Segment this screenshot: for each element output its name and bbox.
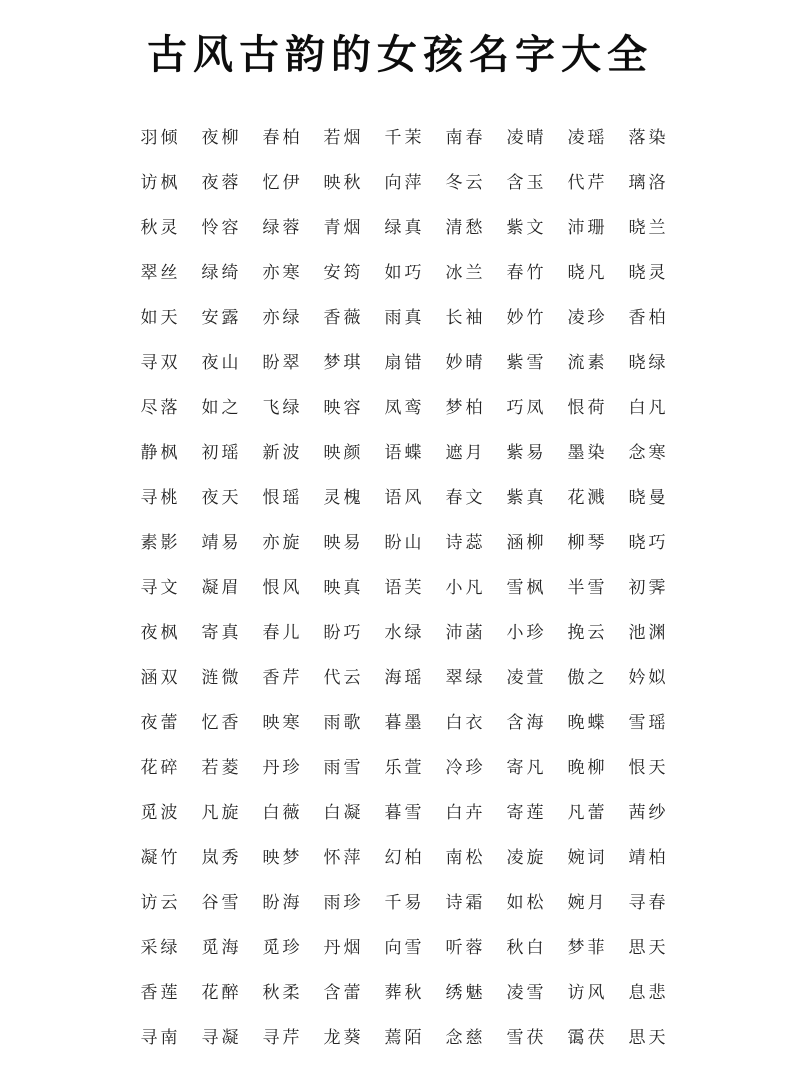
name-entry: 语蝶 [384,443,425,463]
names-row [130,923,690,968]
name-entry: 寻芹 [262,1028,303,1048]
name-entry: 恨瑶 [262,488,303,508]
name-entry: 春竹 [506,263,547,283]
name-entry: 青烟 [323,218,364,238]
name-entry: 思天 [628,1028,669,1048]
name-entry: 访云 [140,893,181,913]
names-row [130,383,690,428]
name-entry: 觅海 [201,938,242,958]
name-entry: 海瑶 [384,668,425,688]
name-entry: 灵槐 [323,488,364,508]
name-entry: 靖柏 [628,848,669,868]
names-row [130,113,690,158]
name-entry: 恨风 [262,578,303,598]
name-entry: 盼翠 [262,353,303,373]
names-row [130,698,690,743]
name-entry: 静枫 [140,443,181,463]
name-entry: 新波 [262,443,303,463]
names-row [130,968,690,1013]
name-entry: 如之 [201,398,242,418]
name-entry: 香薇 [323,308,364,328]
name-entry: 访枫 [140,173,181,193]
name-entry: 暮雪 [384,803,425,823]
names-row [130,833,690,878]
name-entry: 凌瑶 [567,128,608,148]
name-entry: 凌旋 [506,848,547,868]
name-entry: 傲之 [567,668,608,688]
names-row [130,878,690,923]
name-entry: 恨天 [628,758,669,778]
name-entry: 扇错 [384,353,425,373]
name-entry: 忆伊 [262,173,303,193]
name-entry: 怜容 [201,218,242,238]
page-title: 古风古韵的女孩名字大全 [147,31,653,78]
name-entry: 紫真 [506,488,547,508]
name-entry: 绿蓉 [262,218,303,238]
name-entry: 忆香 [201,713,242,733]
name-entry: 盼海 [262,893,303,913]
name-entry: 妙竹 [506,308,547,328]
name-entry: 靖易 [201,533,242,553]
name-entry: 飞绿 [262,398,303,418]
name-entry: 葬秋 [384,983,425,1003]
name-entry: 柳琴 [567,533,608,553]
name-entry: 南松 [445,848,486,868]
names-row [130,158,690,203]
name-entry: 映秋 [323,173,364,193]
name-entry: 暮墨 [384,713,425,733]
name-entry: 白凝 [323,803,364,823]
name-entry: 雪枫 [506,578,547,598]
name-entry: 乐萱 [384,758,425,778]
name-entry: 绿绮 [201,263,242,283]
name-entry: 雪瑶 [628,713,669,733]
name-entry: 雨歌 [323,713,364,733]
name-entry: 沛珊 [567,218,608,238]
name-entry: 翠绿 [445,668,486,688]
name-entry: 璃洛 [628,173,669,193]
name-entry: 盼巧 [323,623,364,643]
name-entry: 夜柳 [201,128,242,148]
name-entry: 晓灵 [628,263,669,283]
name-entry: 诗蕊 [445,533,486,553]
name-entry: 寻桃 [140,488,181,508]
name-entry: 晓绿 [628,353,669,373]
name-entry: 夜蕾 [140,713,181,733]
name-entry: 语风 [384,488,425,508]
name-entry: 凌萱 [506,668,547,688]
name-entry: 涵双 [140,668,181,688]
names-row [130,428,690,473]
name-entry: 代芹 [567,173,608,193]
name-entry: 香芹 [262,668,303,688]
name-entry: 素影 [140,533,181,553]
name-entry: 凝眉 [201,578,242,598]
name-entry: 小凡 [445,578,486,598]
name-entry: 南春 [445,128,486,148]
name-entry: 茜纱 [628,803,669,823]
name-entry: 落染 [628,128,669,148]
name-entry: 凤鸾 [384,398,425,418]
name-entry: 觅波 [140,803,181,823]
name-entry: 思天 [628,938,669,958]
name-entry: 凌雪 [506,983,547,1003]
name-entry: 晚柳 [567,758,608,778]
name-entry: 念慈 [445,1028,486,1048]
name-entry: 映颜 [323,443,364,463]
name-entry: 恨荷 [567,398,608,418]
name-entry: 香莲 [140,983,181,1003]
name-entry: 池渊 [628,623,669,643]
name-entry: 花碎 [140,758,181,778]
name-entry: 晓兰 [628,218,669,238]
name-entry: 幻柏 [384,848,425,868]
name-entry: 映梦 [262,848,303,868]
name-entry: 半雪 [567,578,608,598]
name-entry: 语芙 [384,578,425,598]
name-entry: 羽倾 [140,128,181,148]
name-entry: 紫易 [506,443,547,463]
names-row [130,1013,690,1058]
name-entry: 巧凤 [506,398,547,418]
name-entry: 白凡 [628,398,669,418]
name-entry: 晚蝶 [567,713,608,733]
name-entry: 映寒 [262,713,303,733]
name-entry: 夜天 [201,488,242,508]
name-entry: 寄莲 [506,803,547,823]
name-entry: 亦寒 [262,263,303,283]
name-entry: 夜枫 [140,623,181,643]
name-entry: 霭茯 [567,1028,608,1048]
name-entry: 含海 [506,713,547,733]
name-entry: 春柏 [262,128,303,148]
name-entry: 沛菡 [445,623,486,643]
name-entry: 春文 [445,488,486,508]
name-entry: 寻春 [628,893,669,913]
name-entry: 觅珍 [262,938,303,958]
name-entry: 秋白 [506,938,547,958]
names-row [130,518,690,563]
name-entry: 映容 [323,398,364,418]
name-entry: 初瑶 [201,443,242,463]
name-entry: 小珍 [506,623,547,643]
name-entry: 含蕾 [323,983,364,1003]
name-entry: 初霁 [628,578,669,598]
name-entry: 向雪 [384,938,425,958]
name-entry: 妙晴 [445,353,486,373]
name-entry: 长袖 [445,308,486,328]
name-entry: 梦琪 [323,353,364,373]
name-entry: 寄凡 [506,758,547,778]
name-entry: 冷珍 [445,758,486,778]
name-entry: 妗姒 [628,668,669,688]
name-entry: 含玉 [506,173,547,193]
names-row [130,293,690,338]
name-entry: 水绿 [384,623,425,643]
name-entry: 婉词 [567,848,608,868]
name-entry: 映真 [323,578,364,598]
name-entry: 寄真 [201,623,242,643]
name-entry: 晓凡 [567,263,608,283]
name-entry: 千易 [384,893,425,913]
name-entry: 涵柳 [506,533,547,553]
name-entry: 谷雪 [201,893,242,913]
name-entry: 如巧 [384,263,425,283]
name-entry: 尽落 [140,398,181,418]
name-entry: 绿真 [384,218,425,238]
name-entry: 梦菲 [567,938,608,958]
name-entry: 凌晴 [506,128,547,148]
name-entry: 晓巧 [628,533,669,553]
name-entry: 采绿 [140,938,181,958]
name-entry: 若菱 [201,758,242,778]
name-entry: 流素 [567,353,608,373]
name-entry: 访风 [567,983,608,1003]
name-entry: 婉月 [567,893,608,913]
name-entry: 寻文 [140,578,181,598]
name-entry: 冰兰 [445,263,486,283]
name-entry: 安筠 [323,263,364,283]
name-entry: 紫雪 [506,353,547,373]
name-entry: 息悲 [628,983,669,1003]
name-entry: 蔫陌 [384,1028,425,1048]
name-entry: 如松 [506,893,547,913]
name-entry: 念寒 [628,443,669,463]
name-entry: 花醉 [201,983,242,1003]
name-entry: 夜山 [201,353,242,373]
name-entry: 向萍 [384,173,425,193]
name-entry: 挽云 [567,623,608,643]
name-entry: 涟微 [201,668,242,688]
name-entry: 香柏 [628,308,669,328]
names-row [130,788,690,833]
name-entry: 盼山 [384,533,425,553]
names-row [130,608,690,653]
name-entry: 怀萍 [323,848,364,868]
name-entry: 白薇 [262,803,303,823]
name-entry: 千茉 [384,128,425,148]
name-entry: 安露 [201,308,242,328]
name-entry: 遮月 [445,443,486,463]
name-entry: 若烟 [323,128,364,148]
name-entry: 春儿 [262,623,303,643]
name-entry: 凡旋 [201,803,242,823]
name-entry: 白衣 [445,713,486,733]
name-entry: 丹烟 [323,938,364,958]
name-entry: 寻双 [140,353,181,373]
name-entry: 秋柔 [262,983,303,1003]
name-entry: 寻凝 [201,1028,242,1048]
name-entry: 紫文 [506,218,547,238]
names-row [130,743,690,788]
name-entry: 清愁 [445,218,486,238]
name-entry: 如天 [140,308,181,328]
name-entry: 雨雪 [323,758,364,778]
names-row [130,338,690,383]
name-entry: 凡蕾 [567,803,608,823]
name-entry: 听蓉 [445,938,486,958]
names-row [130,563,690,608]
name-entry: 亦旋 [262,533,303,553]
name-entry: 诗霜 [445,893,486,913]
name-entry: 凌珍 [567,308,608,328]
name-entry: 墨染 [567,443,608,463]
name-entry: 雨珍 [323,893,364,913]
names-row [130,473,690,518]
name-entry: 晓曼 [628,488,669,508]
name-entry: 代云 [323,668,364,688]
name-entry: 秋灵 [140,218,181,238]
name-entry: 寻南 [140,1028,181,1048]
name-entry: 夜蓉 [201,173,242,193]
names-grid [130,113,690,1058]
name-entry: 丹珍 [262,758,303,778]
name-entry: 白卉 [445,803,486,823]
name-entry: 花溅 [567,488,608,508]
name-entry: 雨真 [384,308,425,328]
name-entry: 雪茯 [506,1028,547,1048]
name-entry: 冬云 [445,173,486,193]
names-row [130,203,690,248]
name-entry: 梦柏 [445,398,486,418]
names-row [130,248,690,293]
name-entry: 岚秀 [201,848,242,868]
name-entry: 凝竹 [140,848,181,868]
name-entry: 绣魅 [445,983,486,1003]
names-row [130,653,690,698]
name-entry: 映易 [323,533,364,553]
name-entry: 亦绿 [262,308,303,328]
name-entry: 龙葵 [323,1028,364,1048]
name-entry: 翠丝 [140,263,181,283]
